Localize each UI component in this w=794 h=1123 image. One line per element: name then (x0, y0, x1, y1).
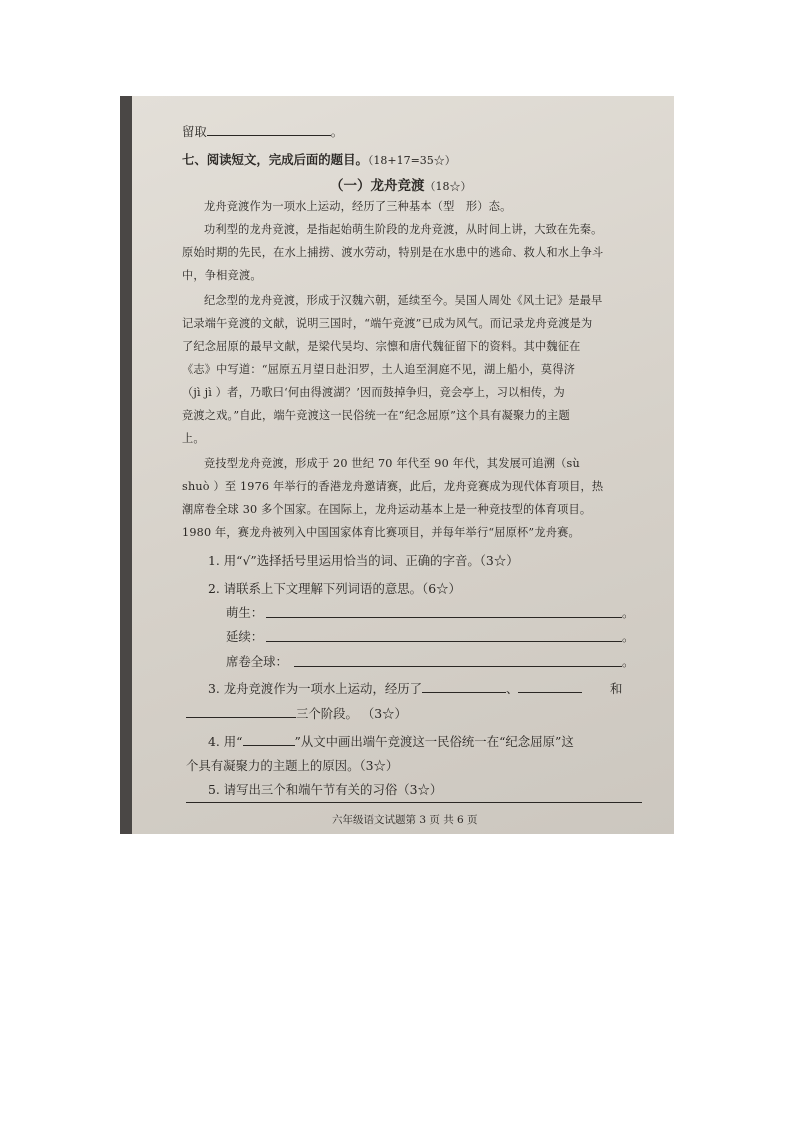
question-5: 5. 请写出三个和端午节有关的习俗（3☆） (208, 782, 443, 797)
q3-blank-3[interactable] (186, 707, 296, 718)
q3-blank-2[interactable] (518, 682, 582, 693)
passage-line: 《志》中写道：“屈原五月望日赴汨罗，土人追至洞庭不见，湖上船小，莫得济 (182, 363, 576, 376)
top-label: 留取 (182, 124, 207, 139)
passage-line: 1980 年，赛龙舟被列入中国国家体育比赛项目，并每年举行“屈原杯”龙舟赛。 (182, 526, 580, 539)
line-end-dot: 。 (622, 654, 635, 669)
term-yanxu: 延续： (226, 629, 264, 644)
q3-blank-1[interactable] (422, 682, 506, 693)
top-answer-line (182, 122, 343, 140)
page-footer: 六年级语文试题第 3 页 共 6 页 (332, 814, 478, 826)
passage-line: 竞技型龙舟竞渡，形成于 20 世纪 70 年代至 90 年代，其发展可追溯（sù (204, 457, 580, 470)
passage-title-score: （18☆） (424, 180, 472, 193)
question-2: 2. 请联系上下文理解下列词语的意思。（6☆） (208, 581, 461, 596)
answer-line-q5[interactable] (186, 802, 642, 803)
question-4-start: 4. 用“ (208, 734, 243, 749)
passage-title-row (330, 174, 472, 194)
section-title: 七、阅读短文，完成后面的题目。 (182, 152, 368, 167)
passage-line: shuò ）至 1976 年举行的香港龙舟邀请赛，此后，龙舟竞赛成为现代体育项目，热 (182, 480, 604, 493)
passage-line: 龙舟竞渡作为一项水上运动，经历了三种基本（型 形）态。 (204, 200, 512, 213)
section-score: （18+17=35☆） (367, 154, 456, 167)
exam-page (132, 96, 674, 834)
section-heading (182, 150, 456, 168)
passage-line: 中，争相竞渡。 (182, 269, 262, 282)
question-3-end: 三个阶段。 （3☆） (296, 706, 407, 721)
passage-line: 记录端午竞渡的文献，说明三国时，“端午竞渡”已成为风气。而记录龙舟竞渡是为 (182, 317, 593, 330)
answer-line-yanxu[interactable] (266, 641, 622, 642)
passage-line: （jì jì ）者，乃歌曰‘何由得渡湖？’因而鼓掉争归，竞会亭上，习以相传，为 (182, 386, 565, 399)
question-4-cont: 个具有凝聚力的主题上的原因。（3☆） (186, 758, 399, 773)
passage-line: 上。 (182, 432, 205, 445)
passage-line: 潮席卷全球 30 多个国家。在国际上，龙舟运动基本上是一种竞技型的体育项目。 (182, 503, 592, 516)
passage-line: 纪念型的龙舟竞渡，形成于汉魏六朝，延续至今。吴国人周处《风土记》是最早 (204, 294, 603, 307)
term-mengsheng: 萌生： (226, 605, 264, 620)
question-3-cont (186, 704, 407, 722)
question-1: 1. 用“√”选择括号里运用恰当的词、正确的字音。（3☆） (208, 553, 519, 568)
question-3 (208, 679, 582, 697)
passage-line: 功利型的龙舟竞渡，是指起始萌生阶段的龙舟竞渡，从时间上讲，大致在先秦。 (204, 223, 603, 236)
term-xijuan: 席卷全球： (226, 654, 288, 669)
photo-background (120, 96, 674, 834)
question-4 (208, 732, 574, 750)
passage-line: 原始时期的先民，在水上捕捞、渡水劳动，特别是在水患中的逃命、救人和水上争斗 (182, 246, 604, 259)
q4-mark-line (243, 735, 295, 746)
answer-line-xijuan[interactable] (294, 666, 622, 667)
top-blank[interactable] (207, 125, 331, 136)
q3-and: 和 (610, 681, 623, 696)
line-end-dot: 。 (622, 605, 635, 620)
passage-line: 竞渡之戏。”自此，端午竞渡这一民俗统一在“纪念屈原”这个具有凝聚力的主题 (182, 409, 570, 422)
passage-line: 了纪念屈原的最早文献，是梁代吴均、宗懔和唐代魏征留下的资料。其中魏征在 (182, 340, 581, 353)
q3-separator: 、 (506, 681, 519, 696)
passage-title: （一）龙舟竞渡 (330, 178, 425, 194)
top-end: 。 (330, 124, 344, 139)
question-3-text: 3. 龙舟竞渡作为一项水上运动，经历了 (208, 681, 423, 696)
question-4-mid: ”从文中画出端午竞渡这一民俗统一在“纪念屈原”这 (294, 734, 574, 749)
line-end-dot: 。 (622, 629, 635, 644)
answer-line-mengsheng[interactable] (266, 617, 622, 618)
